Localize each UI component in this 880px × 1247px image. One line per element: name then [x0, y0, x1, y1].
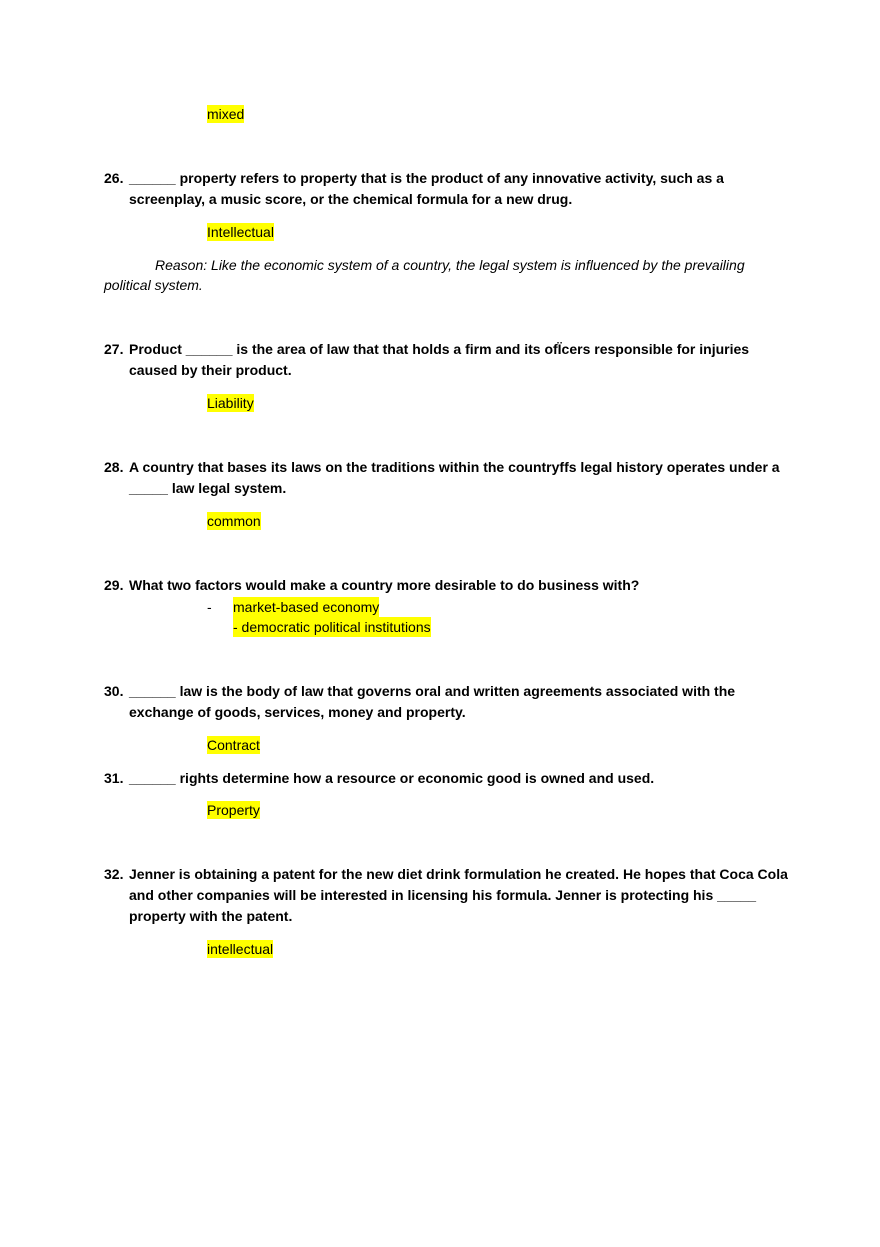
question-number: 29.: [104, 577, 124, 593]
question-text: ______ property refers to property that is the product of any innovative activity, such as a screenplay, a music score, or the chemical formula for a new drug.: [129, 170, 724, 207]
answer-list-item: - democratic political institutions: [233, 619, 431, 635]
answer-highlight: Liability: [207, 395, 254, 411]
answer-highlight: Contract: [207, 737, 260, 753]
question-number: 31.: [104, 770, 124, 786]
question-text: What two factors would make a country more desirable to do business with?: [129, 577, 640, 593]
question-number: 28.: [104, 459, 124, 475]
question-text: A country that bases its laws on the traditions within the countryffs legal history operates under a _____ law legal system.: [129, 459, 780, 496]
question-text: Jenner is obtaining a patent for the new diet drink formulation he created. He hopes that Coca Cola and other companies will be interested in licensing his formula. Jenner is protecting his _____ property with the patent.: [129, 866, 788, 924]
question-number: 26.: [104, 170, 124, 186]
answer-highlight: Property: [207, 802, 260, 818]
answer-list-item: market-based economy: [233, 599, 380, 615]
question-text: ______ rights determine how a resource or economic good is owned and used.: [129, 770, 655, 786]
question-text: Product ______ is the area of law that that holds a firm and its ofÏcers responsible for injuries caused by their product.: [129, 341, 750, 378]
question-text: ______ law is the body of law that governs oral and written agreements associated with the exchange of goods, services, money and property.: [129, 683, 736, 720]
reason-text: Reason: Like the economic system of a country, the legal system is influenced by the prevailing political system.: [104, 257, 745, 293]
question-number: 30.: [104, 683, 124, 699]
answer-highlight: mixed: [207, 106, 245, 122]
answer-highlight: Intellectual: [207, 224, 274, 240]
answer-highlight: intellectual: [207, 941, 274, 957]
question-number: 27.: [104, 341, 124, 357]
question-number: 32.: [104, 866, 124, 882]
answer-highlight: common: [207, 513, 261, 529]
list-dash: -: [207, 599, 212, 615]
